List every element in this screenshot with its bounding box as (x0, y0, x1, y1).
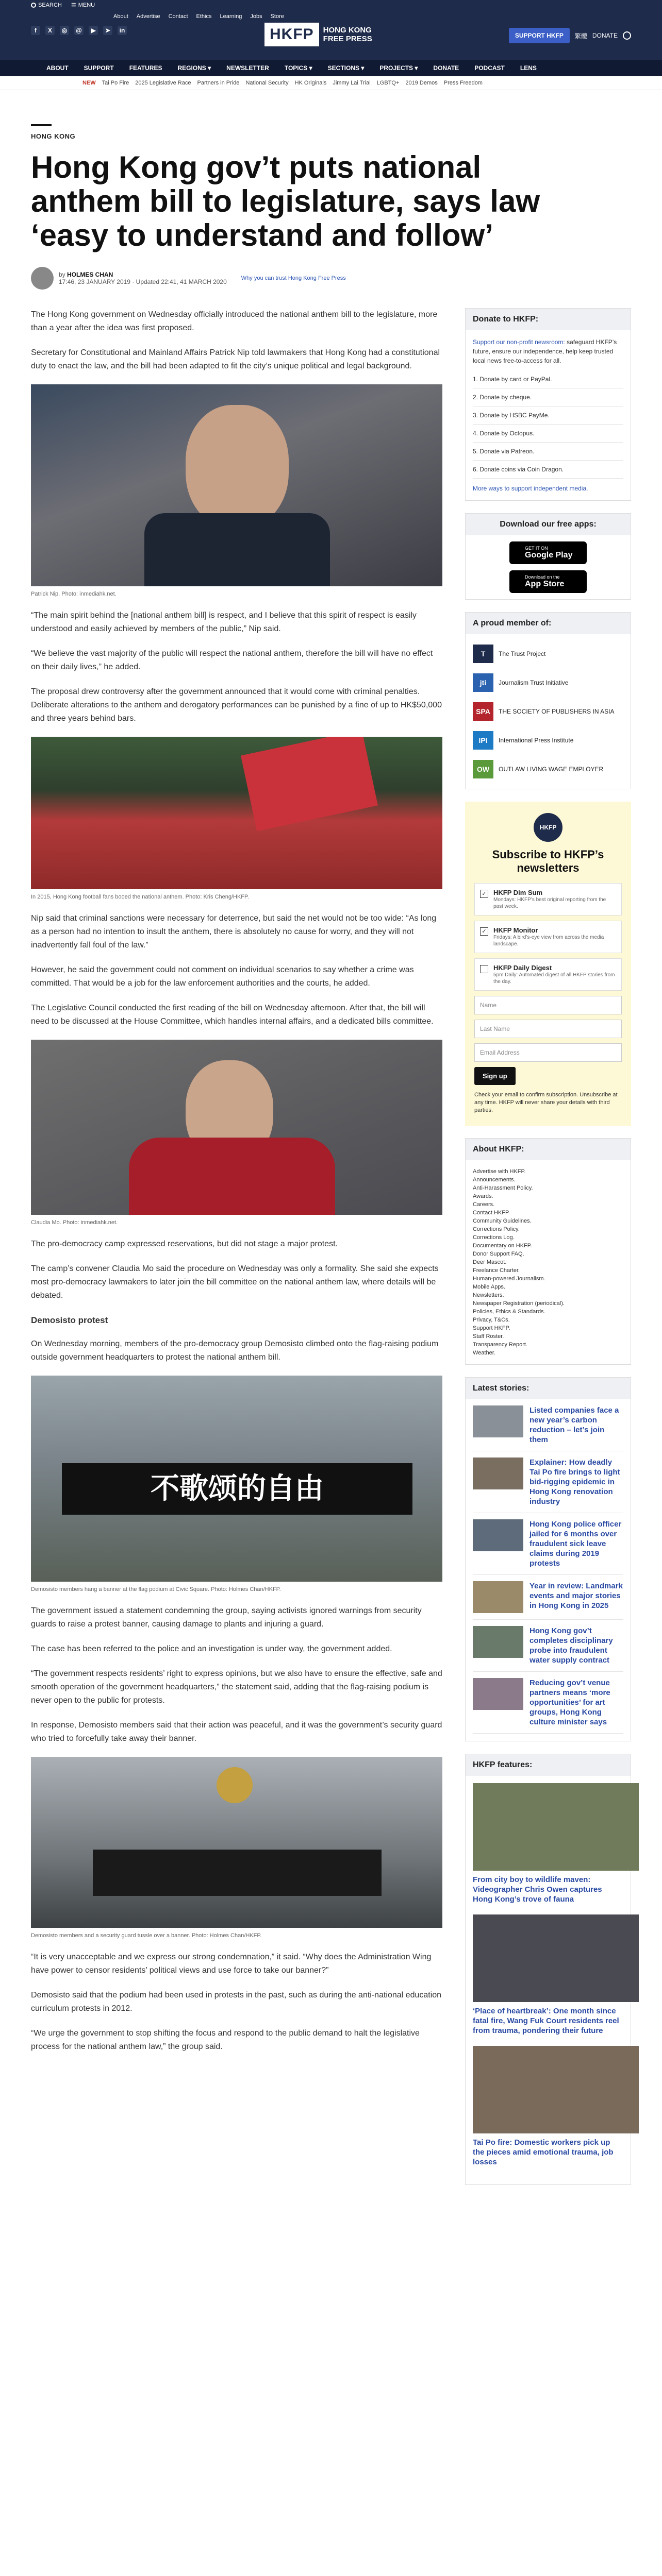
apps-title: Download our free apps: (466, 514, 631, 535)
about-link[interactable]: Corrections Policy. (473, 1226, 520, 1232)
nav-about[interactable]: ABOUT (46, 64, 69, 72)
feature-story[interactable] (473, 1783, 623, 1904)
paragraph: “The government respects residents’ right to express opinions, but we also have to ensure the effective, safe and smooth operation of the government headquarters,” the statement said, adding that the flag-raising podium is never open to the public for protests. (31, 1669, 442, 1705)
story-thumbnail[interactable] (473, 1581, 523, 1613)
email-field[interactable]: Email Address (474, 1043, 622, 1062)
about-link[interactable]: Transparency Report. (473, 1342, 527, 1348)
trending-link[interactable]: National Security (245, 80, 289, 86)
author-name[interactable]: HOLMES CHAN (67, 271, 113, 278)
about-link[interactable]: Awards. (473, 1193, 493, 1199)
about-link[interactable]: Contact HKFP. (473, 1210, 510, 1216)
donate-option[interactable]: 5. Donate via Patreon. (473, 443, 623, 461)
x-icon[interactable]: X (45, 26, 55, 35)
feature-image[interactable] (473, 2046, 639, 2133)
checkbox[interactable]: ✓ (480, 927, 488, 936)
trending-link[interactable]: HK Originals (294, 80, 327, 86)
latest-story[interactable] (473, 1672, 623, 1734)
about-link[interactable]: Advertise with HKFP. (473, 1168, 526, 1175)
utility-link-jobs[interactable]: Jobs (250, 13, 262, 20)
about-box (465, 1138, 631, 1365)
logo-mark: HKFP (264, 23, 319, 46)
facebook-icon[interactable]: f (31, 26, 40, 35)
about-link[interactable]: Staff Roster. (473, 1333, 504, 1340)
author-avatar (31, 267, 54, 290)
paragraph: “The main spirit behind the [national anthem bill] is respect, and I believe that this spirit of respect is easily understood and easily achieved by members of the public,” Nip said. (31, 611, 417, 633)
about-link[interactable]: Anti-Harassment Policy. (473, 1185, 533, 1191)
paragraph: However, he said the government could not comment on individual scenarios to say whether a crime was committed. That would be a job for the law enforcement authorities and the courts, he added. (31, 965, 414, 988)
article-body (31, 308, 442, 2197)
social-links (31, 26, 127, 35)
about-link[interactable]: Policies, Ethics & Standards. (473, 1309, 545, 1315)
donate-option[interactable]: 6. Donate coins via Coin Dragon. (473, 461, 623, 479)
photo-caption: In 2015, Hong Kong football fans booed the national anthem. Photo: Kris Cheng/HKFP. (31, 894, 249, 900)
donate-box (465, 308, 631, 501)
about-link[interactable]: Human-powered Journalism. (473, 1276, 545, 1282)
search-icon[interactable] (623, 31, 631, 40)
newsletter-option[interactable]: HKFP Daily Digest 5pm Daily: Automated digest of all HKFP stories from the day. (474, 958, 622, 991)
latest-story[interactable] (473, 1513, 623, 1575)
nav-regions[interactable]: REGIONS ▾ (177, 64, 211, 72)
linkedin-icon[interactable]: in (118, 26, 127, 35)
newsletter-box (465, 802, 631, 1126)
paragraph: The camp’s convener Claudia Mo said the procedure on Wednesday was only a formality. She said she expects most pro-democracy lawmakers to later join the bill committee on the national anthem law, where details will be debated. (31, 1264, 439, 1300)
about-link[interactable]: Privacy, T&Cs. (473, 1317, 510, 1323)
article-photo-football-fans (31, 737, 442, 889)
nav-sections[interactable]: SECTIONS ▾ (327, 64, 365, 72)
donate-more-link[interactable]: More ways to support independent media. (473, 485, 588, 492)
about-link[interactable]: Support HKFP. (473, 1325, 510, 1331)
latest-story[interactable] (473, 1620, 623, 1672)
trending-link[interactable]: 2019 Demos (405, 80, 438, 86)
utility-link-learning[interactable]: Learning (220, 13, 242, 20)
section-heading: Demosisto protest (31, 1315, 108, 1325)
latest-list (466, 1399, 631, 1741)
donate-intro-link[interactable]: Support our non-profit newsroom: (473, 338, 565, 346)
donate-option[interactable]: 2. Donate by cheque. (473, 388, 623, 406)
threads-icon[interactable]: @ (74, 26, 84, 35)
about-link[interactable]: Weather. (473, 1350, 495, 1356)
photo-caption: Demosisto members hang a banner at the flag podium at Civic Square. Photo: Holmes Chan/HKFP. (31, 1586, 281, 1592)
paragraph: The proposal drew controversy after the government announced that it would come with criminal penalties. Deliberate alterations to the anthem and derogatory performances can be punished by a fine of up to HK$50,000 and three years behind bars. (31, 687, 442, 723)
new-badge: NEW (82, 80, 96, 86)
donate-link[interactable]: DONATE (592, 32, 618, 39)
features-title: HKFP features: (466, 1754, 631, 1776)
portrait-jacket (129, 1138, 335, 1215)
donate-title: Donate to HKFP: (466, 309, 631, 330)
trending-link[interactable]: 2025 Legislative Race (135, 80, 191, 86)
portrait-suit (144, 513, 330, 586)
article-photo-banner (31, 1376, 442, 1582)
article-photo-mo (31, 1040, 442, 1215)
trending-bar (0, 76, 662, 90)
feature-story[interactable] (473, 2046, 623, 2167)
nav-features[interactable]: FEATURES (129, 64, 162, 72)
about-link[interactable]: Community Guidelines. (473, 1218, 532, 1224)
story-title[interactable]: Hong Kong gov’t completes disciplinary probe into fraudulent water supply contract (529, 1626, 613, 1665)
emblem-shape (217, 1767, 253, 1803)
search-icon (31, 3, 36, 8)
member-logo[interactable]: SPA THE SOCIETY OF PUBLISHERS IN ASIA (473, 702, 623, 721)
story-title[interactable]: Hong Kong police officer jailed for 6 months over fraudulent sick leave claims during 2019 protests (529, 1520, 622, 1568)
paragraph: “We urge the government to stop shifting the focus and respond to the public demand to halt the legislative process for the national anthem law,” the group said. (31, 2029, 420, 2051)
newsletter-title: Subscribe to HKFP’s newsletters (492, 848, 604, 874)
feature-title[interactable]: From city boy to wildlife maven: Videographer Chris Owen captures Hong Kong’s trove of fauna (473, 1875, 602, 1904)
feature-story[interactable] (473, 1914, 623, 2036)
instagram-icon[interactable]: ◎ (60, 26, 69, 35)
story-thumbnail[interactable] (473, 1519, 523, 1551)
member-logo[interactable]: IPI International Press Institute (473, 731, 623, 750)
latest-story[interactable] (473, 1399, 623, 1451)
trending-link[interactable]: Jimmy Lai Trial (333, 80, 371, 86)
paragraph: The case has been referred to the police and an investigation is under way, the government added. (31, 1645, 392, 1653)
flag-shape (241, 737, 378, 831)
membership-box (465, 612, 631, 789)
latest-stories-box (465, 1377, 631, 1741)
member-logo[interactable]: T The Trust Project (473, 645, 623, 663)
story-thumbnail[interactable] (473, 1626, 523, 1658)
about-title: About HKFP: (466, 1139, 631, 1160)
about-link[interactable]: Newsletters. (473, 1292, 504, 1298)
hamburger-icon: ☰ (71, 2, 76, 9)
protest-banner: 不歌颂的自由 (62, 1463, 412, 1515)
article-dates: 17:46, 23 JANUARY 2019 · Updated 22:41, 41 MARCH 2020 (59, 278, 227, 285)
newsletter-option[interactable]: ✓ HKFP Monitor Fridays: A bird’s-eye view from across the media landscape. (474, 921, 622, 953)
kicker-divider (31, 124, 52, 126)
paragraph: “It is very unacceptable and we express our strong condemnation,” it said. “Why does the Administration Wing have power to censor residents’ political views and use force to take our banner?” (31, 1953, 432, 1975)
story-thumbnail[interactable] (473, 1405, 523, 1437)
trending-link[interactable]: Partners in Pride (197, 80, 240, 86)
paragraph: Nip said that criminal sanctions were necessary for deterrence, but said the net would not be too wide: “As long as a person had no intention to insult the anthem, there is absolutely no cause for worry, and they will not inadvertently fall foul of the law.” (31, 914, 437, 950)
member-logo[interactable]: jti Journalism Trust Initiative (473, 673, 623, 692)
logo-text: HONG KONG FREE PRESS (323, 26, 372, 43)
about-link[interactable]: Donor Support FAQ. (473, 1251, 524, 1257)
menu-link[interactable]: ☰ MENU (71, 2, 95, 9)
utility-link-store[interactable]: Store (270, 13, 284, 20)
about-link[interactable]: Announcements. (473, 1177, 516, 1183)
paragraph: The Hong Kong government on Wednesday officially introduced the national anthem bill to the legislature, more than a year after the idea was first proposed. (31, 310, 438, 332)
photo-caption: Claudia Mo. Photo: inmediahk.net. (31, 1219, 118, 1226)
sign-up-button[interactable]: Sign up (474, 1067, 516, 1085)
feature-image[interactable] (473, 1783, 639, 1871)
donate-option[interactable]: 1. Donate by card or PayPal. (473, 370, 623, 388)
paragraph: The pro-democracy camp expressed reservations, but did not stage a major protest. (31, 1240, 338, 1248)
newsletter-note: Check your email to confirm subscription. Unsubscribe at any time. HKFP will never share your details with third parties. (474, 1092, 618, 1113)
paragraph: Secretary for Constitutional and Mainland Affairs Patrick Nip told lawmakers that Hong Kong had a constitutional duty to enact the law, and the bill had been adapted to fit the city’s unique political and legal background. (31, 348, 440, 370)
article-title: Hong Kong gov’t puts national anthem bill to legislature, says law ‘easy to understand and follow’ (31, 150, 540, 252)
nav-newsletter[interactable]: NEWSLETTER (226, 64, 269, 72)
latest-story[interactable] (473, 1575, 623, 1620)
donate-option[interactable]: 4. Donate by Octopus. (473, 425, 623, 443)
utility-link-ethics[interactable]: Ethics (196, 13, 212, 20)
paragraph: Demosisto said that the podium had been used in protests in the past, such as during the anti-national education curriculum protests in 2012. (31, 1991, 442, 2013)
latest-title: Latest stories: (466, 1378, 631, 1399)
about-link[interactable]: Freelance Charter. (473, 1267, 520, 1274)
sidebar (465, 308, 631, 2197)
portrait-shape (186, 405, 289, 529)
story-title[interactable]: Reducing gov’t venue partners means ‘more opportunities’ for art groups, Hong Kong culture minister says (529, 1679, 610, 1726)
utility-links (113, 13, 284, 20)
main-navigation (0, 60, 662, 76)
story-title[interactable]: Year in review: Landmark events and major stories in Hong Kong in 2025 (529, 1582, 623, 1610)
feature-image[interactable] (473, 1914, 639, 2002)
story-title[interactable]: Explainer: How deadly Tai Po fire brings to light bid-rigging epidemic in Hong Kong renovation industry (529, 1458, 620, 1506)
paragraph: On Wednesday morning, members of the pro-democracy group Demosisto climbed onto the flag-raising podium outside government headquarters to protest the national anthem bill. (31, 1340, 439, 1362)
site-logo[interactable] (264, 23, 372, 46)
article-photo-tussle (31, 1757, 442, 1928)
byline (31, 267, 631, 290)
nav-donate[interactable]: DONATE (433, 64, 459, 72)
telegram-icon[interactable]: ➤ (103, 26, 112, 35)
utility-link-about[interactable]: About (113, 13, 128, 20)
nav-podcast[interactable]: PODCAST (474, 64, 505, 72)
byline-text: by HOLMES CHAN 17:46, 23 JANUARY 2019 · Updated 22:41, 41 MARCH 2020 (59, 271, 227, 285)
about-link[interactable]: Deer Mascot. (473, 1259, 507, 1265)
donate-intro: Support our non-profit newsroom: safeguard HKFP’s future, ensure our independence, help keep trusted local news free-to-access for all. (473, 338, 617, 364)
support-hkfp-button[interactable]: SUPPORT HKFP (509, 28, 570, 43)
site-header (0, 10, 662, 60)
story-thumbnail[interactable] (473, 1458, 523, 1489)
nav-topics[interactable]: TOPICS ▾ (284, 64, 312, 72)
first-name-field[interactable]: Name (474, 996, 622, 1014)
trending-link[interactable]: Press Freedom (443, 80, 483, 86)
feature-title[interactable]: ‘Place of heartbreak’: One month since fatal fire, Wang Fuk Court residents reel from trauma, pondering their future (473, 2007, 619, 2035)
about-link[interactable]: Documentary on HKFP. (473, 1243, 532, 1249)
language-switch[interactable]: 繁體 (574, 32, 587, 40)
trending-link[interactable]: Tai Po Fire (102, 80, 129, 86)
banner-shape (93, 1850, 382, 1896)
newsletter-badge: HKFP (534, 813, 562, 842)
page-content (31, 124, 631, 2197)
features-list (466, 1776, 631, 2184)
utility-link-contact[interactable]: Contact (168, 13, 188, 20)
photo-caption: Demosisto members and a security guard tussle over a banner. Photo: Holmes Chan/HKFP. (31, 1933, 262, 1939)
features-box (465, 1754, 631, 2185)
donate-option[interactable]: 3. Donate by HSBC PayMe. (473, 406, 623, 425)
paragraph: The government issued a statement condemning the group, saying activists ignored warnings from security guards to raise a protest banner, causing damage to plants and injuring a guard. (31, 1606, 422, 1629)
story-title[interactable]: Listed companies face a new year’s carbon reduction – let’s join them (529, 1406, 619, 1444)
last-name-field[interactable]: Last Name (474, 1020, 622, 1038)
membership-title: A proud member of: (466, 613, 631, 634)
apps-box (465, 513, 631, 600)
paragraph: The Legislative Council conducted the first reading of the bill on Wednesday afternoon. After that, the bill will need to be discussed at the House Committee, which handles internal affairs, and a dedicated bills committee. (31, 1004, 434, 1026)
member-logo[interactable]: OW OUTLAW LIVING WAGE EMPLOYER (473, 760, 623, 778)
utility-link-advertise[interactable]: Advertise (136, 13, 160, 20)
paragraph: In response, Demosisto members said that their action was peaceful, and it was the government’s security guard who tried to forcefully take away their banner. (31, 1721, 442, 1743)
trust-link[interactable]: Why you can trust Hong Kong Free Press (241, 275, 346, 281)
article-photo-nip (31, 384, 442, 586)
latest-story[interactable] (473, 1451, 623, 1513)
nav-projects[interactable]: PROJECTS ▾ (379, 64, 418, 72)
about-link[interactable]: Newspaper Registration (periodical). (473, 1300, 565, 1307)
photo-caption: Patrick Nip. Photo: inmediahk.net. (31, 591, 117, 597)
newsletter-option[interactable]: ✓ HKFP Dim Sum Mondays: HKFP’s best original reporting from the past week. (474, 883, 622, 916)
top-utility-bar (0, 0, 662, 10)
google-play-button[interactable]: GET IT ON Google Play (509, 541, 587, 564)
about-link[interactable]: Corrections Log. (473, 1234, 515, 1241)
category-kicker[interactable]: HONG KONG (31, 132, 76, 140)
nav-support[interactable]: SUPPORT (84, 64, 114, 72)
header-actions (509, 28, 631, 43)
nav-lens[interactable]: LENS (520, 64, 537, 72)
app-store-button[interactable]: Download on the App Store (509, 570, 587, 593)
checkbox[interactable]: ✓ (480, 890, 488, 898)
youtube-icon[interactable]: ▶ (89, 26, 98, 35)
trending-link[interactable]: LGBTQ+ (376, 80, 400, 86)
paragraph: “We believe the vast majority of the public will respect the national anthem, therefore the bill will have no effect on their daily lives,” he added. (31, 649, 433, 671)
checkbox[interactable] (480, 965, 488, 973)
about-link[interactable]: Careers. (473, 1201, 495, 1208)
feature-title[interactable]: Tai Po fire: Domestic workers pick up the pieces amid emotional trauma, job losses (473, 2138, 614, 2166)
about-link[interactable]: Mobile Apps. (473, 1284, 505, 1290)
search-link[interactable]: SEARCH (31, 2, 62, 8)
about-list (466, 1160, 631, 1364)
story-thumbnail[interactable] (473, 1678, 523, 1710)
